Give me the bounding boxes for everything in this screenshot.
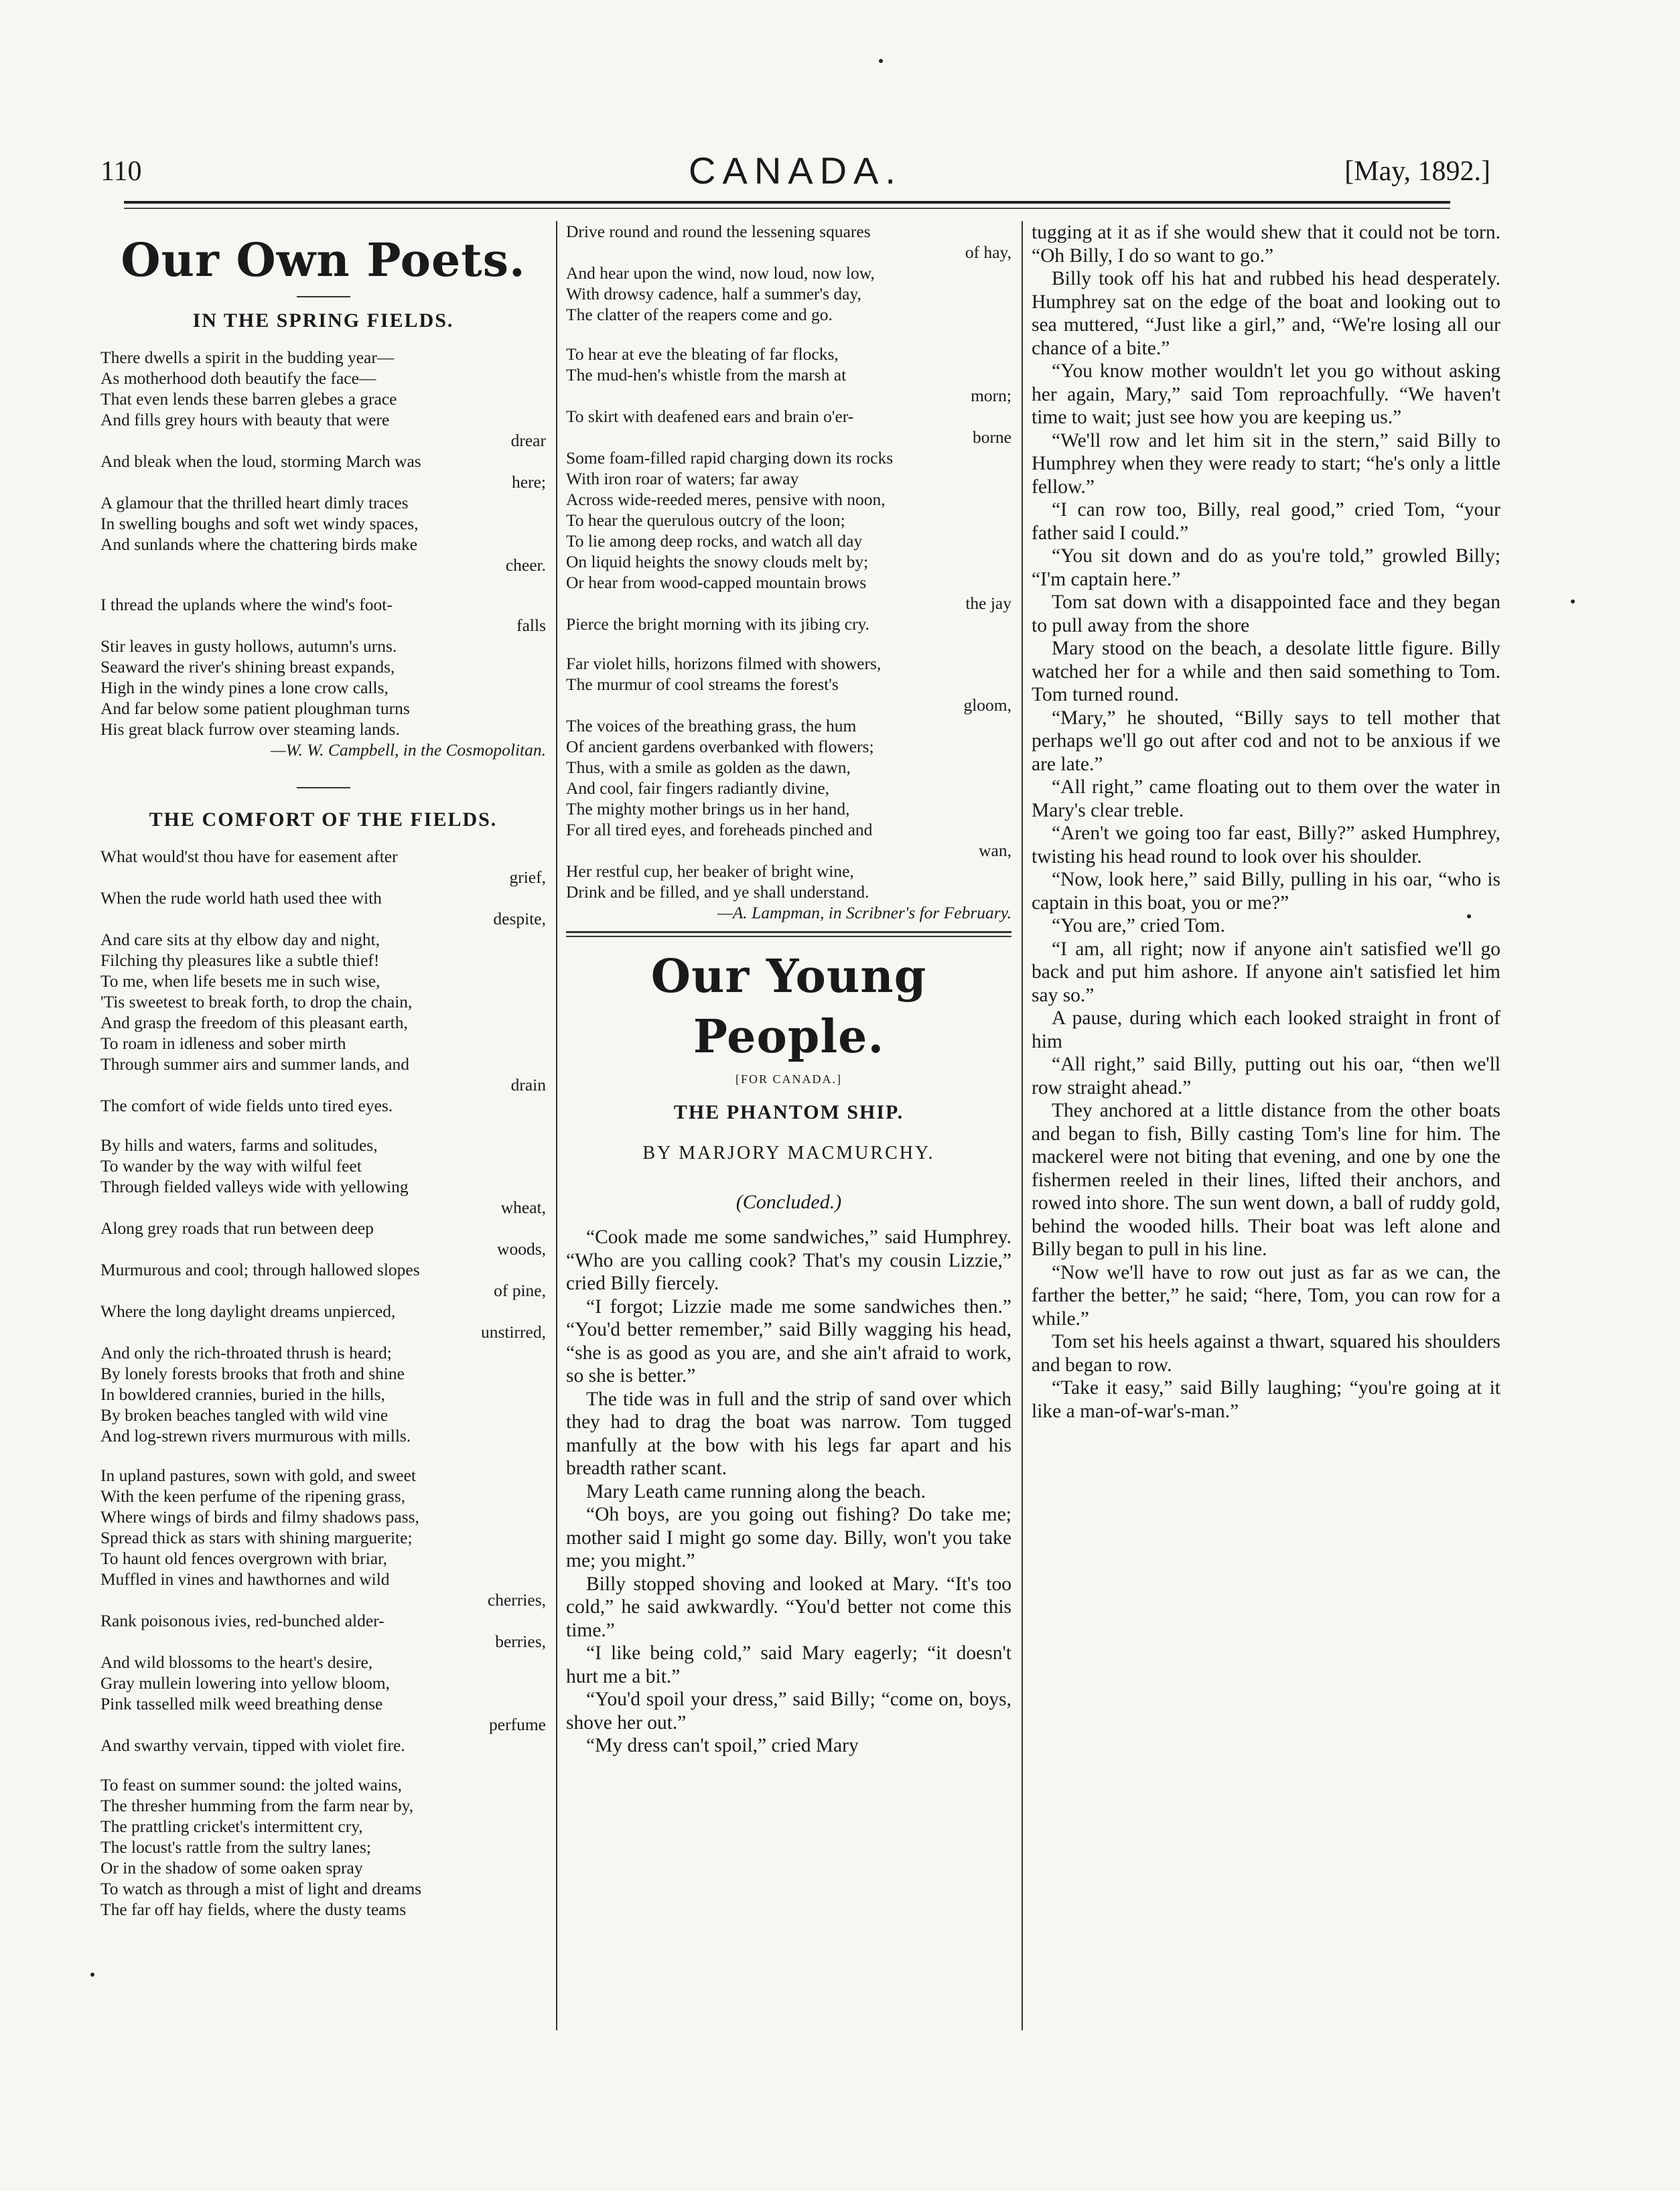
poem-line: Through summer airs and summer lands, and: [100, 1054, 410, 1074]
poem-line: And log-strewn rivers murmurous with mills.: [100, 1426, 411, 1445]
poem-title: THE COMFORT OF THE FIELDS.: [149, 808, 498, 831]
poem-line: Some foam-filled rapid charging down its rocks: [566, 448, 894, 468]
poem-line: To watch as through a mist of light and dreams: [100, 1879, 422, 1898]
poem-line: wheat,: [500, 1198, 546, 1217]
poem-line: And bleak when the loud, storming March was: [100, 451, 421, 471]
poem-line: As motherhood doth beautify the face—: [100, 368, 376, 388]
column-divider: [1022, 221, 1023, 2030]
story-paragraph: Mary Leath came running along the beach.: [586, 1480, 926, 1502]
poem-line: Or hear from wood-capped mountain brows: [566, 573, 867, 592]
title-rule: [297, 296, 350, 297]
poem-line: 'Tis sweetest to break forth, to drop the chain,: [100, 992, 413, 1011]
poem-line: of hay,: [965, 242, 1011, 262]
story-paragraph: They anchored at a little distance from the other boats and began to fish, Billy casting Tom's line for him. The mackerel were not biting that evening, and one by one the fishermen reeled in their lines, lifted their anchors, and rowed into shore. The sun went down, a ball of ruddy gold, behind the wooded hills. Their boat was left alone and Billy began to pull in his line.: [1032, 1100, 1500, 1260]
poem-line: The mud-hen's whistle from the marsh at: [566, 365, 847, 384]
story-paragraph: Billy took off his hat and rubbed his head desperately. Humphrey sat on the edge of the boat and looking out to sea muttered, “Just like a girl,” and, “We're losing all our chance of a bite.”: [1032, 268, 1500, 359]
story-paragraph: “You are,” cried Tom.: [1052, 915, 1226, 936]
poem-line: In bowldered crannies, buried in the hills,: [100, 1385, 385, 1404]
poem-line: cheer.: [505, 555, 546, 575]
story-paragraph: “Aren't we going too far east, Billy?” asked Humphrey, twisting his head round to look over his shoulder.: [1032, 823, 1500, 867]
poem-line: The thresher humming from the farm near by,: [100, 1796, 414, 1815]
poem-body: [100, 846, 546, 1920]
story-paragraph: “I forgot; Lizzie made me some sandwiches then.” “You'd better remember,” said Billy wagging his head, “she is as good as you are, and she ain't afraid to work, so she is better.”: [566, 1295, 1011, 1387]
poem-line: gloom,: [963, 695, 1011, 715]
story-paragraph: “You'd spoil your dress,” said Billy; “come on, boys, shove her out.”: [566, 1689, 1011, 1734]
poem-line: A glamour that the thrilled heart dimly traces: [100, 493, 409, 512]
poem-line: The voices of the breathing grass, the hum: [566, 716, 857, 735]
poem-line: There dwells a spirit in the budding year—: [100, 348, 395, 367]
poem-line: For all tired eyes, and foreheads pinched and: [566, 820, 873, 839]
issue-date: [May, 1892.]: [1344, 156, 1490, 187]
poem-line: To hear at eve the bleating of far flocks,: [566, 344, 839, 364]
story-paragraph: “You sit down and do as you're told,” growled Billy; “I'm captain here.”: [1032, 545, 1500, 590]
poem-line: When the rude world hath used thee with: [100, 888, 382, 908]
poem-line: drain: [510, 1075, 546, 1094]
poem-line: Thus, with a smile as golden as the dawn,: [566, 758, 851, 777]
poem-line: His great black furrow over steaming lands.: [100, 719, 400, 739]
poem-line: And hear upon the wind, now loud, now low,: [566, 263, 875, 283]
poem-line: despite,: [493, 909, 546, 928]
poem-line: Pierce the bright morning with its jibing cry.: [566, 614, 870, 634]
poem-line: cherries,: [487, 1590, 546, 1610]
story-author: BY MARJORY MACMURCHY.: [642, 1143, 935, 1163]
header-rule: [124, 201, 1450, 204]
poem-line: perfume: [489, 1715, 546, 1734]
story-paragraph: “I am, all right; now if anyone ain't satisfied we'll go back and put him ashore. If anyone ain't satisfied let him say so.”: [1032, 938, 1500, 1006]
poem-line: Where the long daylight dreams unpierced,: [100, 1301, 396, 1321]
story-paragraph: “Oh boys, are you going out fishing? Do take me; mother said I might go some day. Billy, won't you take me; you might.”: [566, 1504, 1011, 1571]
poem-line: Drink and be filled, and ye shall understand.: [566, 882, 869, 902]
poem-line: Filching thy pleasures like a subtle thief!: [100, 950, 380, 970]
stanza-break: [100, 1756, 546, 1774]
column-1: [100, 221, 546, 2037]
poem-line: Where wings of birds and filmy shadows pass,: [100, 1507, 419, 1527]
story-paragraph: “You know mother wouldn't let you go without asking her again, Mary,” said Tom reproachfully. “We haven't time to wait; just see how you are keeping us.”: [1032, 360, 1500, 428]
section-title: Our Own Poets.: [121, 234, 526, 287]
poem-line: To hear the querulous outcry of the loon;: [566, 510, 845, 530]
poem-body-continued: [566, 221, 1011, 902]
poem-line: To me, when life besets me in such wise,: [100, 971, 380, 991]
byline-note: [FOR CANADA.]: [735, 1072, 842, 1086]
page-number: 110: [100, 156, 142, 187]
poem-line: Drive round and round the lessening squares: [566, 222, 871, 241]
poem-line: Muffled in vines and hawthornes and wild: [100, 1569, 390, 1589]
poem-line: Or in the shadow of some oaken spray: [100, 1858, 363, 1878]
poem-line: The mighty mother brings us in her hand,: [566, 799, 850, 819]
story-paragraph: “All right,” came floating out to them over the water in Mary's clear treble.: [1032, 776, 1500, 821]
poem-line: berries,: [495, 1632, 546, 1651]
publication-title: CANADA.: [689, 149, 902, 192]
page-header: [100, 149, 1490, 196]
story-paragraph: Tom sat down with a disappointed face and they began to pull away from the shore: [1032, 591, 1500, 636]
poem-attribution: —W. W. Campbell, in the Cosmopolitan.: [270, 740, 546, 760]
story-paragraph: “Take it easy,” said Billy laughing; “you're going at it like a man-of-war's-man.”: [1032, 1377, 1500, 1422]
story-paragraph: “I can row too, Billy, real good,” cried Tom, “your father said I could.”: [1032, 499, 1500, 544]
story-paragraph: “Mary,” he shouted, “Billy says to tell mother that perhaps we'll go out after cod and not to be anxious if we are late.”: [1032, 707, 1500, 775]
poem-title: IN THE SPRING FIELDS.: [192, 309, 454, 332]
section-separator: [566, 931, 1011, 933]
story-paragraph: Tom set his heels against a thwart, squared his shoulders and began to row.: [1032, 1331, 1500, 1376]
poem-line: The far off hay fields, where the dusty teams: [100, 1900, 407, 1919]
column-divider: [556, 221, 557, 2030]
story-paragraph: “We'll row and let him sit in the stern,” said Billy to Humphrey when they were ready to start; “he's only a little fellow.”: [1032, 429, 1500, 498]
poem-line: Pink tasselled milk weed breathing dense: [100, 1694, 383, 1713]
poem-line: With drowsy cadence, half a summer's day,: [566, 284, 861, 303]
poem-line: the jay: [965, 593, 1011, 613]
poem-line: By broken beaches tangled with wild vine: [100, 1405, 389, 1425]
poem-line: And fills grey hours with beauty that were: [100, 410, 390, 429]
poem-line: Gray mullein lowering into yellow bloom,: [100, 1673, 391, 1693]
poem-line: Seaward the river's shining breast expands,: [100, 657, 395, 677]
poem-line: Murmurous and cool; through hallowed slopes: [100, 1260, 420, 1279]
story-part: (Concluded.): [736, 1191, 842, 1213]
stanza-break: [100, 1446, 546, 1465]
section-separator-thin: [566, 936, 1011, 937]
poem-line: The clatter of the reapers come and go.: [566, 305, 833, 324]
poem-line: And care sits at thy elbow day and night,: [100, 930, 380, 949]
header-rule-thin: [124, 208, 1450, 209]
poem-line: And cool, fair fingers radiantly divine,: [566, 778, 830, 798]
story-paragraph: A pause, during which each looked straight in front of him: [1032, 1007, 1500, 1052]
stanza-break: [100, 1116, 546, 1135]
poem-body: [100, 347, 546, 739]
column-2: [566, 221, 1011, 2037]
poem-line: And wild blossoms to the heart's desire,: [100, 1652, 373, 1672]
poem-line: The murmur of cool streams the forest's: [566, 675, 839, 694]
poem-attribution: —A. Lampman, in Scribner's for February.: [717, 903, 1011, 922]
poem-line: By hills and waters, farms and solitudes,: [100, 1135, 378, 1155]
poem-line: And only the rich-throated thrush is heard;: [100, 1343, 392, 1362]
story-body: [566, 1226, 1011, 1758]
poem-line: To roam in idleness and sober mirth: [100, 1034, 346, 1053]
poem-separator: [297, 787, 350, 788]
stanza-break: [566, 325, 1011, 344]
column-3: [1032, 221, 1500, 2037]
poem-line: And grasp the freedom of this pleasant earth,: [100, 1013, 408, 1032]
story-paragraph: Mary stood on the beach, a desolate little figure. Billy watched her for a while and then said something to Tom. Tom turned round.: [1032, 638, 1500, 705]
story-paragraph: “All right,” said Billy, putting out his oar, “then we'll row straight ahead.”: [1032, 1054, 1500, 1099]
poem-line: To haunt old fences overgrown with briar,: [100, 1549, 387, 1568]
poem-line: unstirred,: [480, 1322, 546, 1342]
poem-line: here;: [512, 472, 546, 492]
poem-line: drear: [510, 431, 546, 450]
story-paragraph: The tide was in full and the strip of sand over which they had to drag the boat was narrow. Tom tugged manfully at the bow with his legs far apart and his breadth rather scant.: [566, 1388, 1011, 1479]
poem-line: On liquid heights the snowy clouds melt by;: [566, 552, 869, 571]
poem-line: Of ancient gardens overbanked with flowers;: [566, 737, 874, 756]
poem-line: To wander by the way with wilful feet: [100, 1156, 362, 1176]
poem-line: wan,: [979, 841, 1011, 860]
poem-line: That even lends these barren glebes a grace: [100, 389, 397, 409]
story-paragraph: “Now we'll have to row out just as far as we can, the farther the better,” he said; “here, Tom, you can row for a while.”: [1032, 1261, 1500, 1330]
story-paragraph: “Now, look here,” said Billy, pulling in his oar, “who is captain in this boat, you or me?”: [1032, 869, 1500, 914]
poem-line: Through fielded valleys wide with yellowing: [100, 1177, 409, 1196]
poem-line: With iron roar of waters; far away: [566, 469, 799, 488]
poem-line: The locust's rattle from the sultry lanes;: [100, 1837, 371, 1857]
poem-line: morn;: [971, 386, 1011, 405]
poem-line: grief,: [509, 867, 546, 887]
poem-line: In swelling boughs and soft wet windy spaces,: [100, 514, 419, 533]
poem-line: With the keen perfume of the ripening grass,: [100, 1486, 405, 1506]
poem-line: And far below some patient ploughman turns: [100, 699, 410, 718]
poem-line: Rank poisonous ivies, red-bunched alder-: [100, 1611, 384, 1630]
print-speck: [90, 1973, 94, 1977]
story-body-continued: [1032, 221, 1500, 1423]
poem-line: I thread the uplands where the wind's foot-: [100, 595, 393, 614]
section-title: Our Young People.: [650, 950, 927, 1064]
poem-line: What would'st thou have for easement after: [100, 847, 398, 866]
story-paragraph: “Cook made me some sandwiches,” said Humphrey. “Who are you calling cook? That's my cousin Lizzie,” cried Billy fiercely.: [566, 1226, 1011, 1294]
poem-line: The prattling cricket's intermittent cry,: [100, 1817, 363, 1836]
poem-line: In upland pastures, sown with gold, and sweet: [100, 1466, 416, 1485]
poem-line: To lie among deep rocks, and watch all day: [566, 531, 863, 551]
poem-line: And sunlands where the chattering birds make: [100, 535, 418, 554]
poem-line: Across wide-reeded meres, pensive with noon,: [566, 490, 886, 509]
poem-line: falls: [516, 616, 546, 635]
poem-line: High in the windy pines a lone crow calls,: [100, 678, 389, 697]
poem-line: borne: [972, 427, 1011, 447]
poem-line: And swarthy vervain, tipped with violet fire.: [100, 1736, 405, 1755]
poem-line: woods,: [497, 1239, 546, 1259]
poem-line: By lonely forests brooks that froth and shine: [100, 1364, 405, 1383]
poem-line: Stir leaves in gusty hollows, autumn's urns.: [100, 636, 397, 656]
poem-line: Along grey roads that run between deep: [100, 1218, 374, 1238]
poem-line: Far violet hills, horizons filmed with showers,: [566, 654, 882, 673]
print-speck: [1571, 599, 1575, 604]
poem-line: Her restful cup, her beaker of bright wine,: [566, 861, 854, 881]
poem-line: Spread thick as stars with shining marguerite;: [100, 1528, 413, 1547]
story-paragraph: Billy stopped shoving and looked at Mary. “It's too cold,” he said awkwardly. “You'd better not come this time.”: [566, 1573, 1011, 1641]
poem-line: To skirt with deafened ears and brain o'er-: [566, 407, 854, 426]
poem-line: of pine,: [494, 1281, 546, 1300]
poem-line: To feast on summer sound: the jolted wains,: [100, 1775, 403, 1794]
poem-line: The comfort of wide fields unto tired eyes.: [100, 1096, 393, 1115]
print-speck: [1467, 914, 1471, 918]
print-speck: [879, 59, 883, 63]
story-paragraph: “My dress can't spoil,” cried Mary: [586, 1735, 859, 1756]
story-paragraph: “I like being cold,” said Mary eagerly; “it doesn't hurt me a bit.”: [566, 1642, 1011, 1687]
stanza-break: [100, 575, 546, 594]
story-title: THE PHANTOM SHIP.: [673, 1101, 904, 1123]
stanza-break: [566, 634, 1011, 653]
story-paragraph: tugging at it as if she would shew that it could not be torn. “Oh Billy, I do so want to go.”: [1032, 222, 1500, 267]
